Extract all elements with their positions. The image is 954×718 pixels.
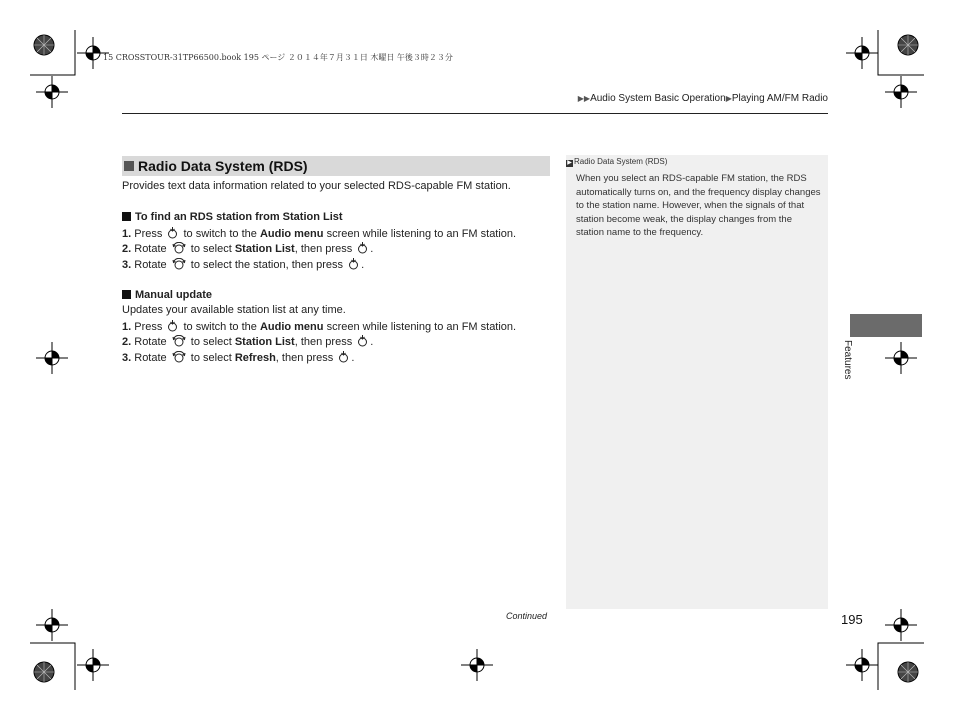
section-heading	[122, 156, 550, 176]
manual-update-intro: Updates your available station list at any time.	[122, 304, 346, 316]
manual-step-1: 1. Press to switch to the Audio menu screen while listening to an FM station.	[122, 321, 517, 333]
selector-knob-rotate-icon	[172, 351, 186, 363]
selector-knob-press-icon	[357, 242, 368, 254]
subheading-manual-update: Manual update	[122, 289, 212, 301]
chapter-tab	[850, 314, 922, 337]
selector-knob-press-icon	[167, 320, 178, 332]
breadcrumb-part1: Audio System Basic Operation	[590, 93, 726, 104]
selector-knob-press-icon	[357, 335, 368, 347]
breadcrumb-arrow-icon: ▶	[725, 94, 732, 103]
section-intro: Provides text data information related to your selected RDS-capable FM station.	[122, 180, 511, 192]
continued-label: Continued	[506, 611, 548, 621]
find-step-1: 1. Press to switch to the Audio menu screen while listening to an FM station.	[122, 228, 517, 240]
section-square-icon	[124, 161, 134, 171]
page-number: 195	[841, 612, 863, 627]
find-step-3: 3. Rotate to select the station, then press .	[122, 259, 365, 271]
manual-step-2: 2. Rotate to select Station List, then press .	[122, 336, 374, 348]
header-rule	[122, 113, 828, 114]
subheading-find-station: To find an RDS station from Station List	[122, 211, 343, 223]
breadcrumb-part2: Playing AM/FM Radio	[731, 93, 828, 104]
selector-knob-press-icon	[348, 258, 359, 270]
reference-arrow-icon: ▶	[567, 160, 572, 166]
bullet-square-icon	[122, 290, 131, 299]
breadcrumb-arrow-icon: ▶▶	[577, 94, 591, 103]
bullet-square-icon	[122, 212, 131, 221]
find-step-2: 2. Rotate to select Station List, then press .	[122, 243, 374, 255]
side-note-heading: ▶ Radio Data System (RDS)	[567, 157, 668, 166]
selector-knob-press-icon	[167, 227, 178, 239]
side-note-text: When you select an RDS-capable FM station, the RDS automatically turns on, and the frequency display changes to the station name. However, when the signals of that station become weak, the display changes from the station name to the frequency.	[576, 173, 821, 238]
section-title: Radio Data System (RDS)	[138, 158, 308, 174]
file-header: 15 CROSSTOUR-31TP66500.book 195 ページ ２０１４年７月３１日 木曜日 午後３時２３分	[103, 53, 453, 62]
selector-knob-rotate-icon	[172, 258, 186, 270]
breadcrumb	[578, 93, 828, 104]
manual-step-3: 3. Rotate to select Refresh, then press .	[122, 352, 355, 364]
selector-knob-rotate-icon	[172, 242, 186, 254]
selector-knob-press-icon	[338, 351, 349, 363]
side-note-panel	[566, 155, 828, 609]
chapter-tab-label: Features	[842, 340, 853, 380]
selector-knob-rotate-icon	[172, 335, 186, 347]
